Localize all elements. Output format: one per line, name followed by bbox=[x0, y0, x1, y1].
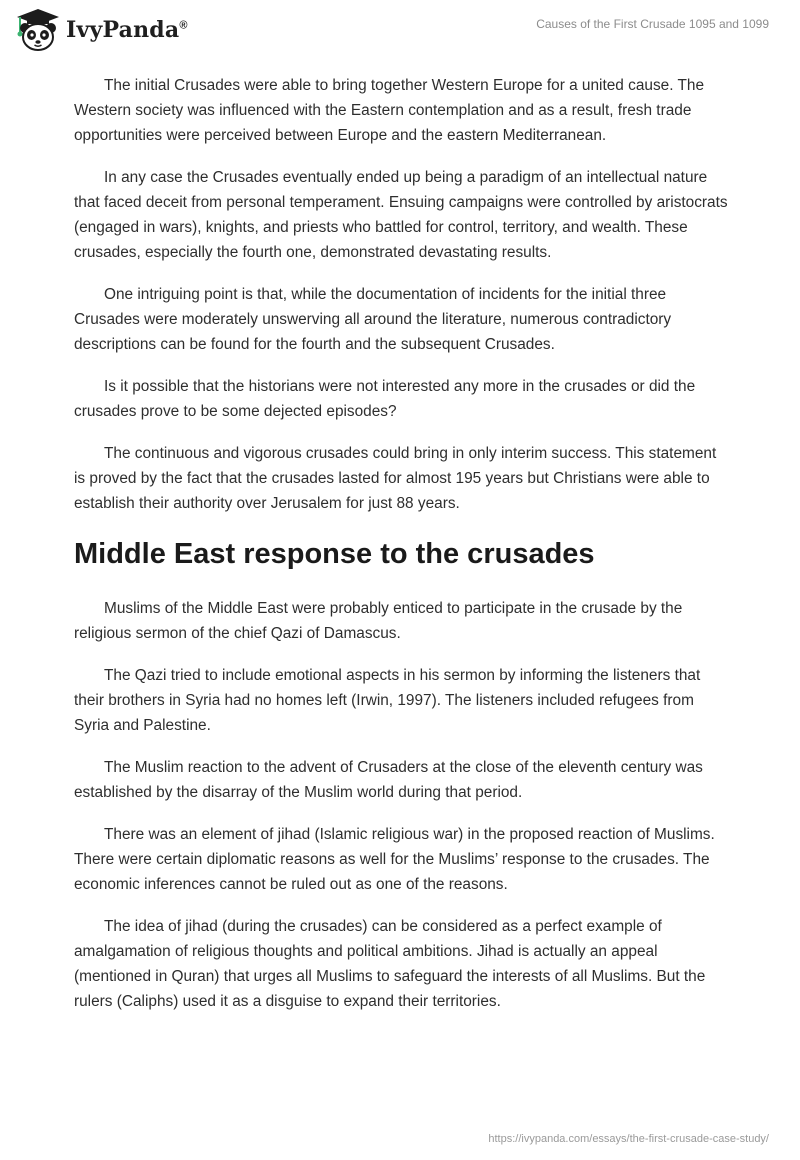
document-title: Causes of the First Crusade 1095 and 1099 bbox=[536, 17, 769, 31]
brand-name: IvyPanda® bbox=[66, 17, 188, 43]
paragraph: The Qazi tried to include emotional aspects in his sermon by informing the listeners that their brothers in Syria had no homes left (Irwin, 1997). The listeners included refugees from Syria and Palestine. bbox=[74, 667, 701, 734]
paragraph: Muslims of the Middle East were probably enticed to participate in the crusade by the religious sermon of the chief Qazi of Damascus. bbox=[74, 600, 683, 642]
paragraph: There was an element of jihad (Islamic religious war) in the proposed reaction of Muslims. There were certain diplomatic reasons as well for the Muslims’ response to the crusades. The economic inferences cannot be ruled out as one of the reasons. bbox=[74, 826, 715, 893]
essay-body bbox=[74, 73, 730, 1031]
paragraph: The initial Crusades were able to bring together Western Europe for a united cause. The Western society was influenced with the Eastern contemplation and as a result, fresh trade opportunities were perceived between Europe and the eastern Mediterranean. bbox=[74, 77, 705, 144]
registered-mark: ® bbox=[179, 19, 188, 32]
paragraph: In any case the Crusades eventually ended up being a paradigm of an intellectual nature that faced deceit from personal temperament. Ensuing campaigns were controlled by aristocrats (engaged in wars), knights, and priests who battled for control, territory, and wealth. These crusades, especially the fourth one, demonstrated devastating results. bbox=[74, 169, 728, 261]
paragraph: The continuous and vigorous crusades could bring in only interim success. This statement is proved by the fact that the crusades lasted for almost 195 years but Christians were able to establish their authority over Jerusalem for just 88 years. bbox=[74, 445, 717, 512]
paragraph: The idea of jihad (during the crusades) can be considered as a perfect example of amalgamation of religious thoughts and political ambitions. Jihad is actually an appeal (mentioned in Quran) that urges all Muslims to safeguard the interests of all Muslims. But the rulers (Caliphs) used it as a disguise to expand their territories. bbox=[74, 918, 706, 1010]
paragraph: The Muslim reaction to the advent of Crusaders at the close of the eleventh century was established by the disarray of the Muslim world during that period. bbox=[74, 759, 703, 801]
page-header bbox=[0, 0, 800, 60]
section-heading: Middle East response to the crusades bbox=[74, 538, 595, 570]
source-url[interactable]: https://ivypanda.com/essays/the-first-crusade-case-study/ bbox=[488, 1133, 769, 1145]
panda-graduate-icon bbox=[14, 6, 62, 54]
paragraph: Is it possible that the historians were not interested any more in the crusades or did the crusades prove to be some dejected episodes? bbox=[74, 378, 696, 420]
ivypanda-logo[interactable] bbox=[14, 6, 188, 54]
paragraph: One intriguing point is that, while the documentation of incidents for the initial three Crusades were moderately unswerving all around the literature, numerous contradictory descriptions can be found for the fourth and the subsequent Crusades. bbox=[74, 286, 672, 353]
